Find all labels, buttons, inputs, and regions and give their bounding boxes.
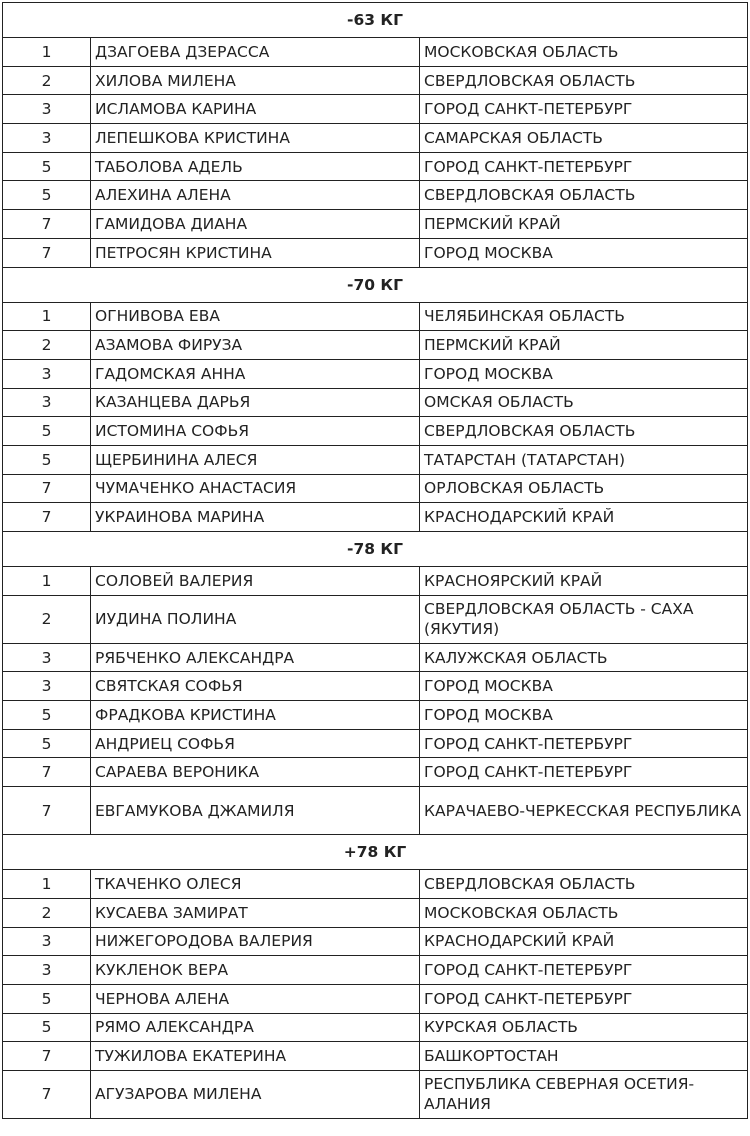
place-cell: 7 <box>3 1070 91 1118</box>
table-row <box>3 238 748 267</box>
region-cell: ГОРОД САНКТ-ПЕТЕРБУРГ <box>420 152 748 181</box>
athlete-name-cell: ЩЕРБИНИНА АЛЕСЯ <box>91 445 420 474</box>
athlete-name-cell: ПЕТРОСЯН КРИСТИНА <box>91 238 420 267</box>
athlete-name-cell: ЕВГАМУКОВА ДЖАМИЛЯ <box>91 787 420 835</box>
category-title: -63 КГ <box>3 3 748 38</box>
region-cell: ГОРОД МОСКВА <box>420 359 748 388</box>
table-row <box>3 787 748 835</box>
table-row <box>3 210 748 239</box>
athlete-name-cell: РЯМО АЛЕКСАНДРА <box>91 1013 420 1042</box>
region-cell: КРАСНОДАРСКИЙ КРАЙ <box>420 503 748 532</box>
table-row <box>3 302 748 331</box>
place-cell: 2 <box>3 66 91 95</box>
table-row <box>3 124 748 153</box>
athlete-name-cell: АЛЕХИНА АЛЕНА <box>91 181 420 210</box>
place-cell: 5 <box>3 984 91 1013</box>
place-cell: 3 <box>3 359 91 388</box>
table-row <box>3 595 748 643</box>
place-cell: 1 <box>3 870 91 899</box>
place-cell: 7 <box>3 238 91 267</box>
region-cell: СВЕРДЛОВСКАЯ ОБЛАСТЬ <box>420 870 748 899</box>
table-row <box>3 95 748 124</box>
region-cell: СВЕРДЛОВСКАЯ ОБЛАСТЬ <box>420 66 748 95</box>
table-row <box>3 1070 748 1118</box>
athlete-name-cell: ИСЛАМОВА КАРИНА <box>91 95 420 124</box>
region-cell: ГОРОД САНКТ-ПЕТЕРБУРГ <box>420 758 748 787</box>
table-row <box>3 870 748 899</box>
region-cell: ПЕРМСКИЙ КРАЙ <box>420 331 748 360</box>
place-cell: 7 <box>3 1042 91 1071</box>
region-cell: КРАСНОДАРСКИЙ КРАЙ <box>420 927 748 956</box>
place-cell: 7 <box>3 758 91 787</box>
table-row <box>3 898 748 927</box>
region-cell: ТАТАРСТАН (ТАТАРСТАН) <box>420 445 748 474</box>
place-cell: 5 <box>3 181 91 210</box>
table-row <box>3 729 748 758</box>
place-cell: 2 <box>3 331 91 360</box>
athlete-name-cell: ГАДОМСКАЯ АННА <box>91 359 420 388</box>
place-cell: 2 <box>3 898 91 927</box>
region-cell: САМАРСКАЯ ОБЛАСТЬ <box>420 124 748 153</box>
table-row <box>3 927 748 956</box>
place-cell: 5 <box>3 417 91 446</box>
place-cell: 3 <box>3 388 91 417</box>
athlete-name-cell: ЛЕПЕШКОВА КРИСТИНА <box>91 124 420 153</box>
athlete-name-cell: УКРАИНОВА МАРИНА <box>91 503 420 532</box>
place-cell: 5 <box>3 445 91 474</box>
athlete-name-cell: СОЛОВЕЙ ВАЛЕРИЯ <box>91 567 420 596</box>
region-cell: СВЕРДЛОВСКАЯ ОБЛАСТЬ - САХА (ЯКУТИЯ) <box>420 595 748 643</box>
region-cell: ОМСКАЯ ОБЛАСТЬ <box>420 388 748 417</box>
category-title: -70 КГ <box>3 267 748 302</box>
athlete-name-cell: ЧУМАЧЕНКО АНАСТАСИЯ <box>91 474 420 503</box>
table-row <box>3 38 748 67</box>
place-cell: 5 <box>3 729 91 758</box>
athlete-name-cell: САРАЕВА ВЕРОНИКА <box>91 758 420 787</box>
category-header-row <box>3 835 748 870</box>
table-row <box>3 181 748 210</box>
region-cell: БАШКОРТОСТАН <box>420 1042 748 1071</box>
table-row <box>3 1042 748 1071</box>
place-cell: 5 <box>3 701 91 730</box>
category-header-row <box>3 3 748 38</box>
athlete-name-cell: АЗАМОВА ФИРУЗА <box>91 331 420 360</box>
table-row <box>3 417 748 446</box>
region-cell: ГОРОД САНКТ-ПЕТЕРБУРГ <box>420 729 748 758</box>
place-cell: 7 <box>3 474 91 503</box>
table-row <box>3 984 748 1013</box>
place-cell: 3 <box>3 95 91 124</box>
region-cell: ГОРОД САНКТ-ПЕТЕРБУРГ <box>420 984 748 1013</box>
athlete-name-cell: РЯБЧЕНКО АЛЕКСАНДРА <box>91 643 420 672</box>
region-cell: ПЕРМСКИЙ КРАЙ <box>420 210 748 239</box>
place-cell: 7 <box>3 210 91 239</box>
athlete-name-cell: КУСАЕВА ЗАМИРАТ <box>91 898 420 927</box>
results-table <box>2 2 748 1119</box>
athlete-name-cell: ИУДИНА ПОЛИНА <box>91 595 420 643</box>
athlete-name-cell: ИСТОМИНА СОФЬЯ <box>91 417 420 446</box>
athlete-name-cell: ХИЛОВА МИЛЕНА <box>91 66 420 95</box>
region-cell: КУРСКАЯ ОБЛАСТЬ <box>420 1013 748 1042</box>
table-row <box>3 503 748 532</box>
athlete-name-cell: СВЯТСКАЯ СОФЬЯ <box>91 672 420 701</box>
place-cell: 7 <box>3 787 91 835</box>
place-cell: 1 <box>3 302 91 331</box>
table-row <box>3 643 748 672</box>
region-cell: РЕСПУБЛИКА СЕВЕРНАЯ ОСЕТИЯ-АЛАНИЯ <box>420 1070 748 1118</box>
table-row <box>3 758 748 787</box>
table-row <box>3 388 748 417</box>
table-row <box>3 66 748 95</box>
region-cell: СВЕРДЛОВСКАЯ ОБЛАСТЬ <box>420 417 748 446</box>
region-cell: ГОРОД МОСКВА <box>420 238 748 267</box>
table-row <box>3 956 748 985</box>
region-cell: КАРАЧАЕВО-ЧЕРКЕССКАЯ РЕСПУБЛИКА <box>420 787 748 835</box>
category-title: +78 КГ <box>3 835 748 870</box>
category-header-row <box>3 532 748 567</box>
region-cell: ГОРОД МОСКВА <box>420 701 748 730</box>
athlete-name-cell: НИЖЕГОРОДОВА ВАЛЕРИЯ <box>91 927 420 956</box>
table-row <box>3 701 748 730</box>
athlete-name-cell: АГУЗАРОВА МИЛЕНА <box>91 1070 420 1118</box>
region-cell: КРАСНОЯРСКИЙ КРАЙ <box>420 567 748 596</box>
athlete-name-cell: ДЗАГОЕВА ДЗЕРАССА <box>91 38 420 67</box>
table-row <box>3 474 748 503</box>
table-row <box>3 331 748 360</box>
region-cell: КАЛУЖСКАЯ ОБЛАСТЬ <box>420 643 748 672</box>
results-body <box>3 3 748 1119</box>
place-cell: 5 <box>3 152 91 181</box>
athlete-name-cell: ОГНИВОВА ЕВА <box>91 302 420 331</box>
region-cell: ГОРОД САНКТ-ПЕТЕРБУРГ <box>420 95 748 124</box>
region-cell: МОСКОВСКАЯ ОБЛАСТЬ <box>420 38 748 67</box>
place-cell: 5 <box>3 1013 91 1042</box>
place-cell: 7 <box>3 503 91 532</box>
athlete-name-cell: ГАМИДОВА ДИАНА <box>91 210 420 239</box>
place-cell: 3 <box>3 927 91 956</box>
athlete-name-cell: КАЗАНЦЕВА ДАРЬЯ <box>91 388 420 417</box>
athlete-name-cell: ТАБОЛОВА АДЕЛЬ <box>91 152 420 181</box>
athlete-name-cell: АНДРИЕЦ СОФЬЯ <box>91 729 420 758</box>
region-cell: МОСКОВСКАЯ ОБЛАСТЬ <box>420 898 748 927</box>
place-cell: 3 <box>3 672 91 701</box>
athlete-name-cell: ТКАЧЕНКО ОЛЕСЯ <box>91 870 420 899</box>
athlete-name-cell: ЧЕРНОВА АЛЕНА <box>91 984 420 1013</box>
table-row <box>3 445 748 474</box>
athlete-name-cell: КУКЛЕНОК ВЕРА <box>91 956 420 985</box>
place-cell: 2 <box>3 595 91 643</box>
table-row <box>3 359 748 388</box>
region-cell: ГОРОД МОСКВА <box>420 672 748 701</box>
table-row <box>3 672 748 701</box>
region-cell: ОРЛОВСКАЯ ОБЛАСТЬ <box>420 474 748 503</box>
athlete-name-cell: ФРАДКОВА КРИСТИНА <box>91 701 420 730</box>
place-cell: 3 <box>3 124 91 153</box>
athlete-name-cell: ТУЖИЛОВА ЕКАТЕРИНА <box>91 1042 420 1071</box>
table-row <box>3 1013 748 1042</box>
table-row <box>3 152 748 181</box>
place-cell: 3 <box>3 956 91 985</box>
category-header-row <box>3 267 748 302</box>
place-cell: 1 <box>3 567 91 596</box>
region-cell: СВЕРДЛОВСКАЯ ОБЛАСТЬ <box>420 181 748 210</box>
region-cell: ЧЕЛЯБИНСКАЯ ОБЛАСТЬ <box>420 302 748 331</box>
region-cell: ГОРОД САНКТ-ПЕТЕРБУРГ <box>420 956 748 985</box>
category-title: -78 КГ <box>3 532 748 567</box>
place-cell: 3 <box>3 643 91 672</box>
table-row <box>3 567 748 596</box>
place-cell: 1 <box>3 38 91 67</box>
